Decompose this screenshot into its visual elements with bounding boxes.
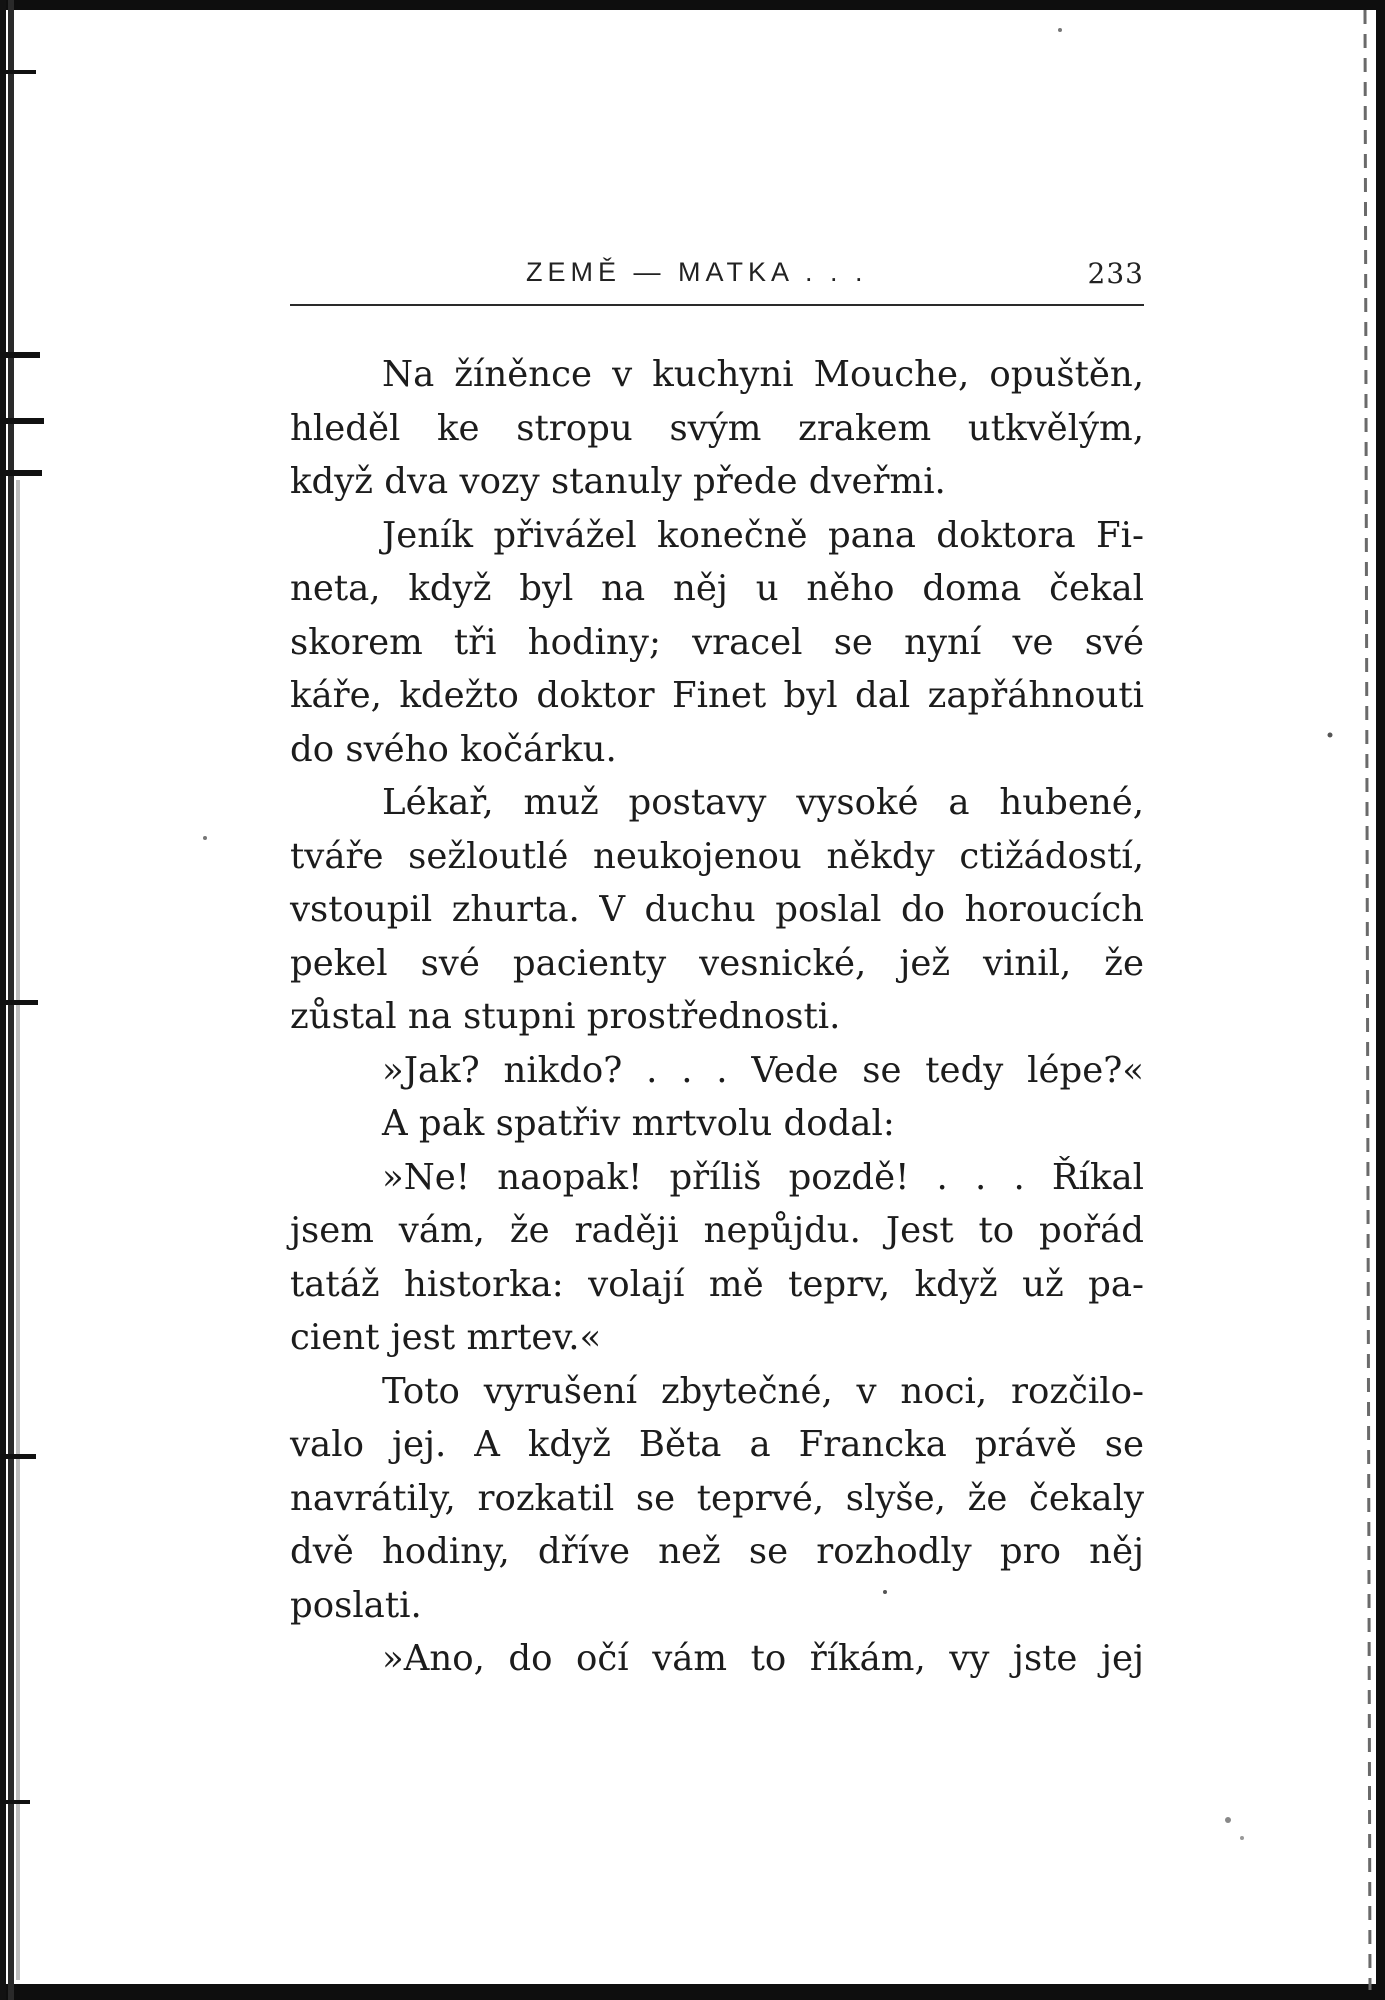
running-header: [290, 230, 1144, 306]
text-line: A pak spatřiv mrtvolu dodal:: [382, 1103, 895, 1144]
text-line: tváře sežloutlé neukojenou někdy ctižádostí,: [290, 835, 1144, 877]
text-line: »Jak? nikdo? . . . Vede se tedy lépe?«: [382, 1049, 1144, 1091]
page-number: 233: [1087, 257, 1144, 290]
text-line: Toto vyrušení zbytečné, v noci, rozčilo-: [382, 1370, 1144, 1412]
text-line: Na žíněnce v kuchyni Mouche, opuštěn,: [382, 354, 1144, 395]
text-line: tatáž historka: volají mě teprv, když už pa-: [290, 1263, 1144, 1305]
text-line: zůstal na stupni prostřednosti.: [290, 996, 841, 1037]
text-line: dvě hodiny, dříve než se rozhodly pro něj: [290, 1531, 1144, 1572]
text-line: skorem tři hodiny; vracel se nyní ve své: [290, 621, 1144, 663]
text-line: když dva vozy stanuly přede dveřmi.: [290, 461, 946, 502]
text-line: jsem vám, že raději nepůjdu. Jest to pořád: [290, 1210, 1144, 1251]
text-line: valo jej. A když Běta a Francka právě se: [290, 1424, 1144, 1465]
text-line: káře, kdežto doktor Finet byl dal zapřáhnouti: [290, 675, 1144, 716]
book-page: [290, 230, 1144, 1686]
text-line: »Ano, do očí vám to říkám, vy jste jej: [382, 1638, 1144, 1679]
text-line: do svého kočárku.: [290, 728, 617, 770]
text-line: cient jest mrtev.«: [290, 1317, 602, 1358]
text-line: vstoupil zhurta. V duchu poslal do horoucích: [290, 889, 1144, 930]
text-line: »Ne! naopak! příliš pozdě! . . . Říkal: [382, 1156, 1144, 1198]
text-line: poslati.: [290, 1584, 422, 1626]
running-title: ZEMĚ — MATKA . . .: [526, 257, 868, 287]
text-line: navrátily, rozkatil se teprvé, slyše, že čekaly: [290, 1477, 1144, 1519]
text-line: Lékař, muž postavy vysoké a hubené,: [382, 782, 1144, 823]
text-line: hleděl ke stropu svým zrakem utkvělým,: [290, 407, 1144, 449]
text-line: Jeník přivážel konečně pana doktora Fi-: [382, 514, 1144, 556]
body-text: [290, 348, 1144, 1686]
text-line: neta, když byl na něj u něho doma čekal: [290, 568, 1144, 609]
text-line: pekel své pacienty vesnické, jež vinil, že: [290, 942, 1144, 984]
